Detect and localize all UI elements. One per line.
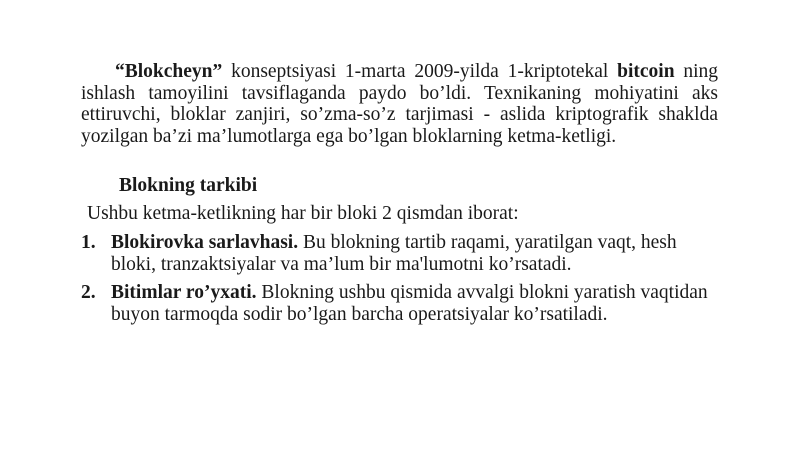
list-item-text: Bu blokning tartib raqami, yaratilgan vaqt, hesh bloki, tranzaktsiyalar va ma’lum bir ma'lumotni ko’rsatadi. [111,232,677,275]
list-item [81,232,721,275]
list-item-body [111,282,721,325]
paragraph-text-2: ning ishlash tamoyilini tavsiflaganda paydo bo’ldi. Texnikaning mohiyatini aks ettiruvchi, bloklar zanjiri, so’zma-so’z tarjimasi - aslida kriptografik shaklda yozilgan ba’zi ma’lumotlarga ega bo’lgan bloklarning ketma-ketligi. [81,61,718,147]
list-item [81,282,721,325]
section-heading: Blokning tarkibi [119,175,258,196]
bitcoin-term: bitcoin [617,61,675,82]
list-number: 1. [81,232,96,253]
paragraph-text-1: konseptsiyasi 1-marta 2009-yilda 1-kriptotekal [222,61,618,82]
intro-paragraph [81,61,718,147]
section-intro: Ushbu ketma-ketlikning har bir bloki 2 qismdan iborat: [87,203,519,224]
list-number: 2. [81,282,96,303]
list-item-body [111,232,721,275]
list-item-title: Blokirovka sarlavhasi. [111,232,299,253]
list-item-text: Blokning ushbu qismida avvalgi blokni yaratish vaqtidan buyon tarmoqda sodir bo’lgan barcha operatsiyalar ko’rsatiladi. [111,282,708,325]
list-item-title: Bitimlar ro’yxati. [111,282,257,303]
blockchain-term: “Blokcheyn” [115,61,223,82]
